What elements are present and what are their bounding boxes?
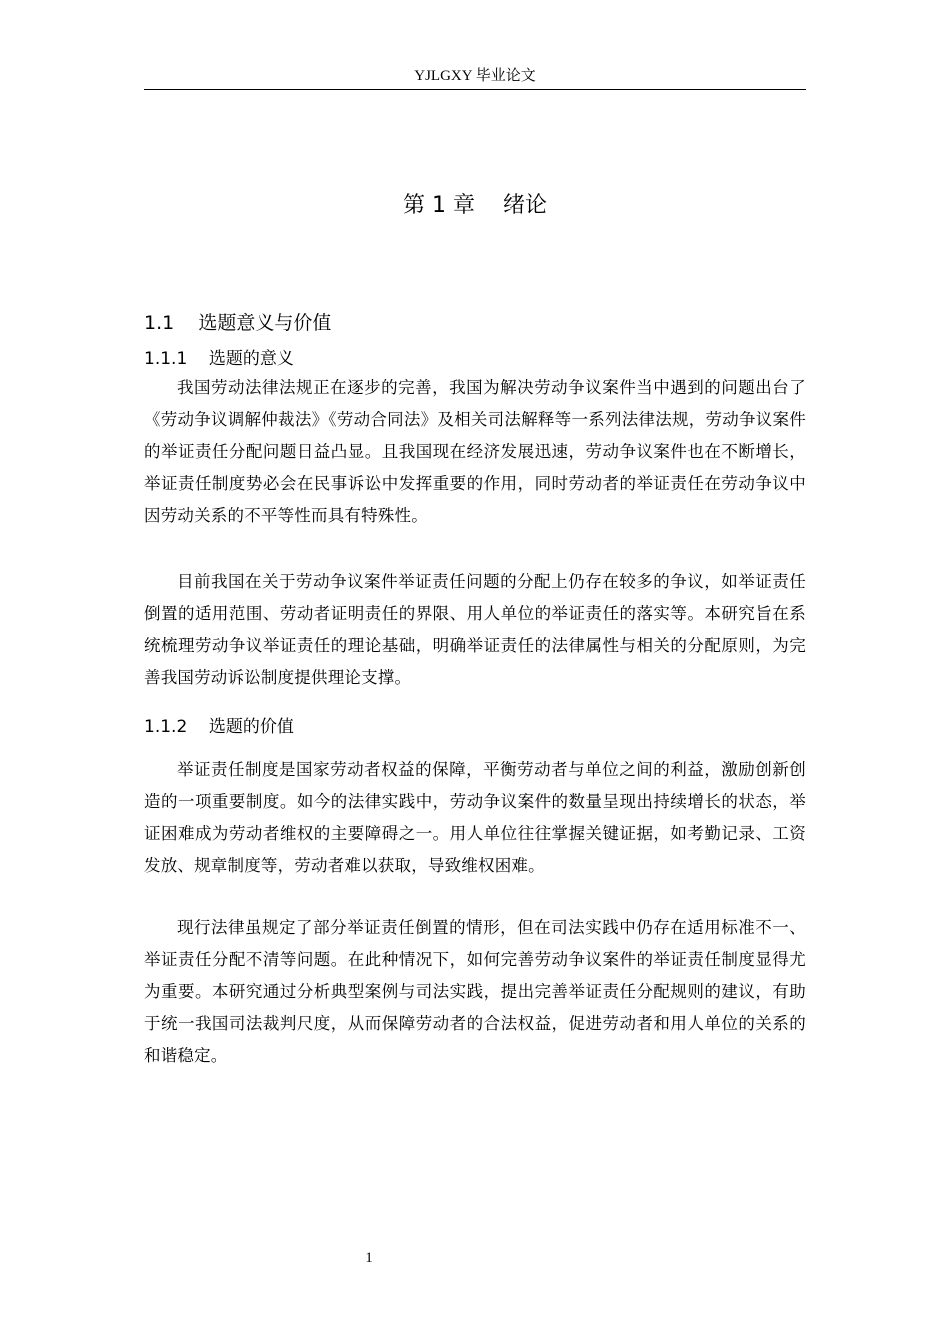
running-header: YJLGXY 毕业论文 [414,68,536,84]
page-number: 1 [365,1250,373,1266]
paragraph: 我国劳动法律法规正在逐步的完善，我国为解决劳动争议案件当中遇到的问题出台了《劳动争议调解仲裁法》《劳动合同法》及相关司法解释等一系列法律法规，劳动争议案件的举证责任分配问题日益凸显。且我国现在经济发展迅速，劳动争议案件也在不断增长，举证责任制度势必会在民事诉讼中发挥重要的作用，同时劳动者的举证责任在劳动争议中因劳动关系的不平等性而具有特殊性。 [144,378,806,525]
header-rule [144,89,806,90]
paragraph: 目前我国在关于劳动争议案件举证责任问题的分配上仍存在较多的争议，如举证责任倒置的适用范围、劳动者证明责任的界限、用人单位的举证责任的落实等。本研究旨在系统梳理劳动争议举证责任的理论基础，明确举证责任的法律属性与相关的分配原则，为完善我国劳动诉讼制度提供理论支撑。 [144,572,806,687]
section-heading-1-1: 1.1 选题意义与价值 [144,312,332,334]
section-heading-1-1-2: 1.1.2 选题的价值 [144,717,294,737]
paragraph: 举证责任制度是国家劳动者权益的保障，平衡劳动者与单位之间的利益，激励创新创造的一项重要制度。如今的法律实践中，劳动争议案件的数量呈现出持续增长的状态，举证困难成为劳动者维权的主要障碍之一。用人单位往往掌握关键证据，如考勤记录、工资发放、规章制度等，劳动者难以获取，导致维权困难。 [144,760,806,875]
paragraph: 现行法律虽规定了部分举证责任倒置的情形，但在司法实践中仍存在适用标准不一、举证责任分配不清等问题。在此种情况下，如何完善劳动争议案件的举证责任制度显得尤为重要。本研究通过分析典型案例与司法实践，提出完善举证责任分配规则的建议，有助于统一我国司法裁判尺度，从而保障劳动者的合法权益，促进劳动者和用人单位的关系的和谐稳定。 [144,918,806,1065]
chapter-title: 第 1 章 绪论 [403,193,547,218]
section-heading-1-1-1: 1.1.1 选题的意义 [144,349,294,369]
